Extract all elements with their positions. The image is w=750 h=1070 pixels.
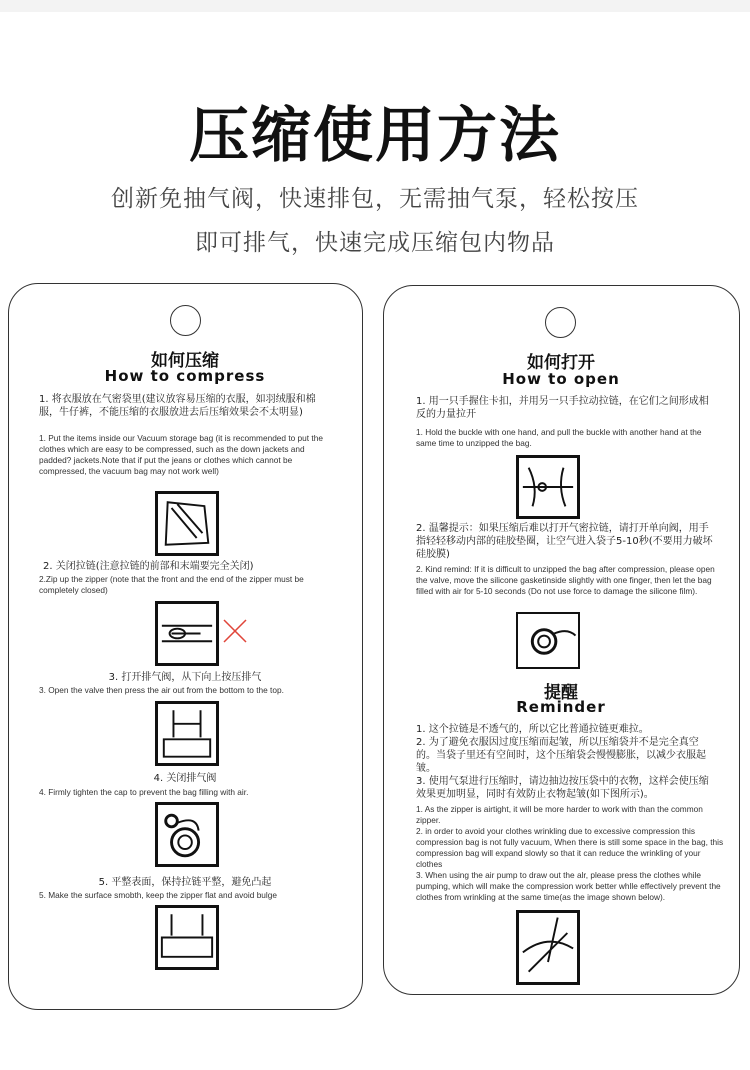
subtitle-line-1: 创新免抽气阀，快速排包，无需抽气泵，轻松按压 [111, 186, 639, 212]
compress-step5-en: 5. Make the surface smobth, keep the zipper flat and avoid bulge [39, 890, 277, 900]
valve-illustration [155, 802, 219, 867]
compress-step2-zh: 2. 关闭拉链(注意拉链的前部和末端要完全关闭) [43, 561, 254, 572]
compress-step4-en: 4. Firmly tighten the cap to prevent the bag filling with air. [39, 787, 249, 797]
bag-illustration [155, 491, 219, 556]
top-band [0, 0, 750, 12]
cross-icon [221, 617, 249, 645]
open-title-en: How to open [502, 370, 620, 388]
open-title-zh: 如何打开 [527, 353, 595, 373]
page-title: 压缩使用方法 [189, 101, 561, 171]
compress-step1-en: 1. Put the items inside our Vacuum storage bag (it is recommended to put the clothes which are easy to be compressed, such as the down jackets and padded? jackets.Note that if put the jeans or clothes which cannot be compressed, the vacuum bag may not work well) [39, 433, 323, 476]
compress-title-en: How to compress [104, 367, 266, 385]
reminder-en: 1. As the zipper is airtight, it will be more harder to work with than the common zipper. 2. in order to avoid your clothes wrinkling due to excessive compression this compression bag is not fully vacuum, When there is still some space in the bag, this compression bag will expand slowly so that it can reduce the wrinkling of your clothes 3. When using the air pump to draw out the alr, please press the clothes while pumping, which will make the compression work better whlle effectively prevent the clothes from wrinkling at the same time(as the image shown below). [416, 804, 724, 902]
unzip-illustration [516, 455, 580, 519]
compress-step3-zh: 3. 打开排气阀，从下向上按压排气 [108, 672, 262, 683]
zipper-illustration [155, 601, 219, 666]
open-card [383, 285, 740, 995]
compress-step4-zh: 4. 关闭排气阀 [153, 773, 217, 784]
reminder-title-en: Reminder [516, 698, 606, 716]
pump-illustration [516, 910, 580, 985]
subtitle-line-2: 即可排气，快速完成压缩包内物品 [195, 230, 555, 256]
reminder-zh: 1. 这个拉链是不透气的，所以它比普通拉链更难拉。 2. 为了避免衣服因过度压缩而起皱，所以压缩袋并不是完全真空的。当袋子里还有空间时，这个压缩袋会慢慢膨胀，以减少衣服起皱。 3. 使用气泵进行压缩时，请边抽边按压袋中的衣物，这样会使压缩效果更加明显，同时有效防止衣物起皱(如下图所示)。 [416, 724, 709, 800]
compress-title-zh: 如何压缩 [151, 351, 219, 371]
silicone-valve-illustration [516, 612, 580, 669]
smooth-surface-illustration [155, 905, 219, 970]
compress-step2-en: 2.Zip up the zipper (note that the front and the end of the zipper must be completely closed) [39, 574, 304, 595]
open-step1-en: 1. Hold the buckle with one hand, and pull the buckle with another hand at the same time to unzipped the bag. [416, 427, 702, 448]
hang-hole [170, 305, 201, 336]
open-step2-zh: 2. 温馨提示：如果压缩后难以打开气密拉链，请打开单向阀，用手指轻轻移动内部的硅胶垫圈，让空气进入袋子5-10秒(不要用力破坏硅胶膜) [416, 523, 713, 560]
press-air-illustration [155, 701, 219, 766]
compress-card [8, 283, 363, 1010]
open-step2-en: 2. Kind remind: If it is difficult to unzipped the bag after compression, please open the valve, move the silicone gasketinside slightly with one finger, then let the bag filled with air for 5-10 seconds (Do not use force to damage the silicone film). [416, 564, 715, 596]
reminder-title-zh: 提醒 [544, 683, 578, 703]
compress-step1-zh: 1. 将衣服放在气密袋里(建议放容易压缩的衣服，如羽绒服和棉服，牛仔裤，不能压缩的衣服放进去后压缩效果会不太明显) [39, 394, 316, 418]
hang-hole [545, 307, 576, 338]
compress-step3-en: 3. Open the valve then press the air out from the bottom to the top. [39, 685, 284, 695]
open-step1-zh: 1. 用一只手握住卡扣，并用另一只手拉动拉链，在它们之间形成相反的力量拉开 [416, 396, 709, 420]
compress-step5-zh: 5. 平整表面，保持拉链平整，避免凸起 [98, 877, 272, 888]
